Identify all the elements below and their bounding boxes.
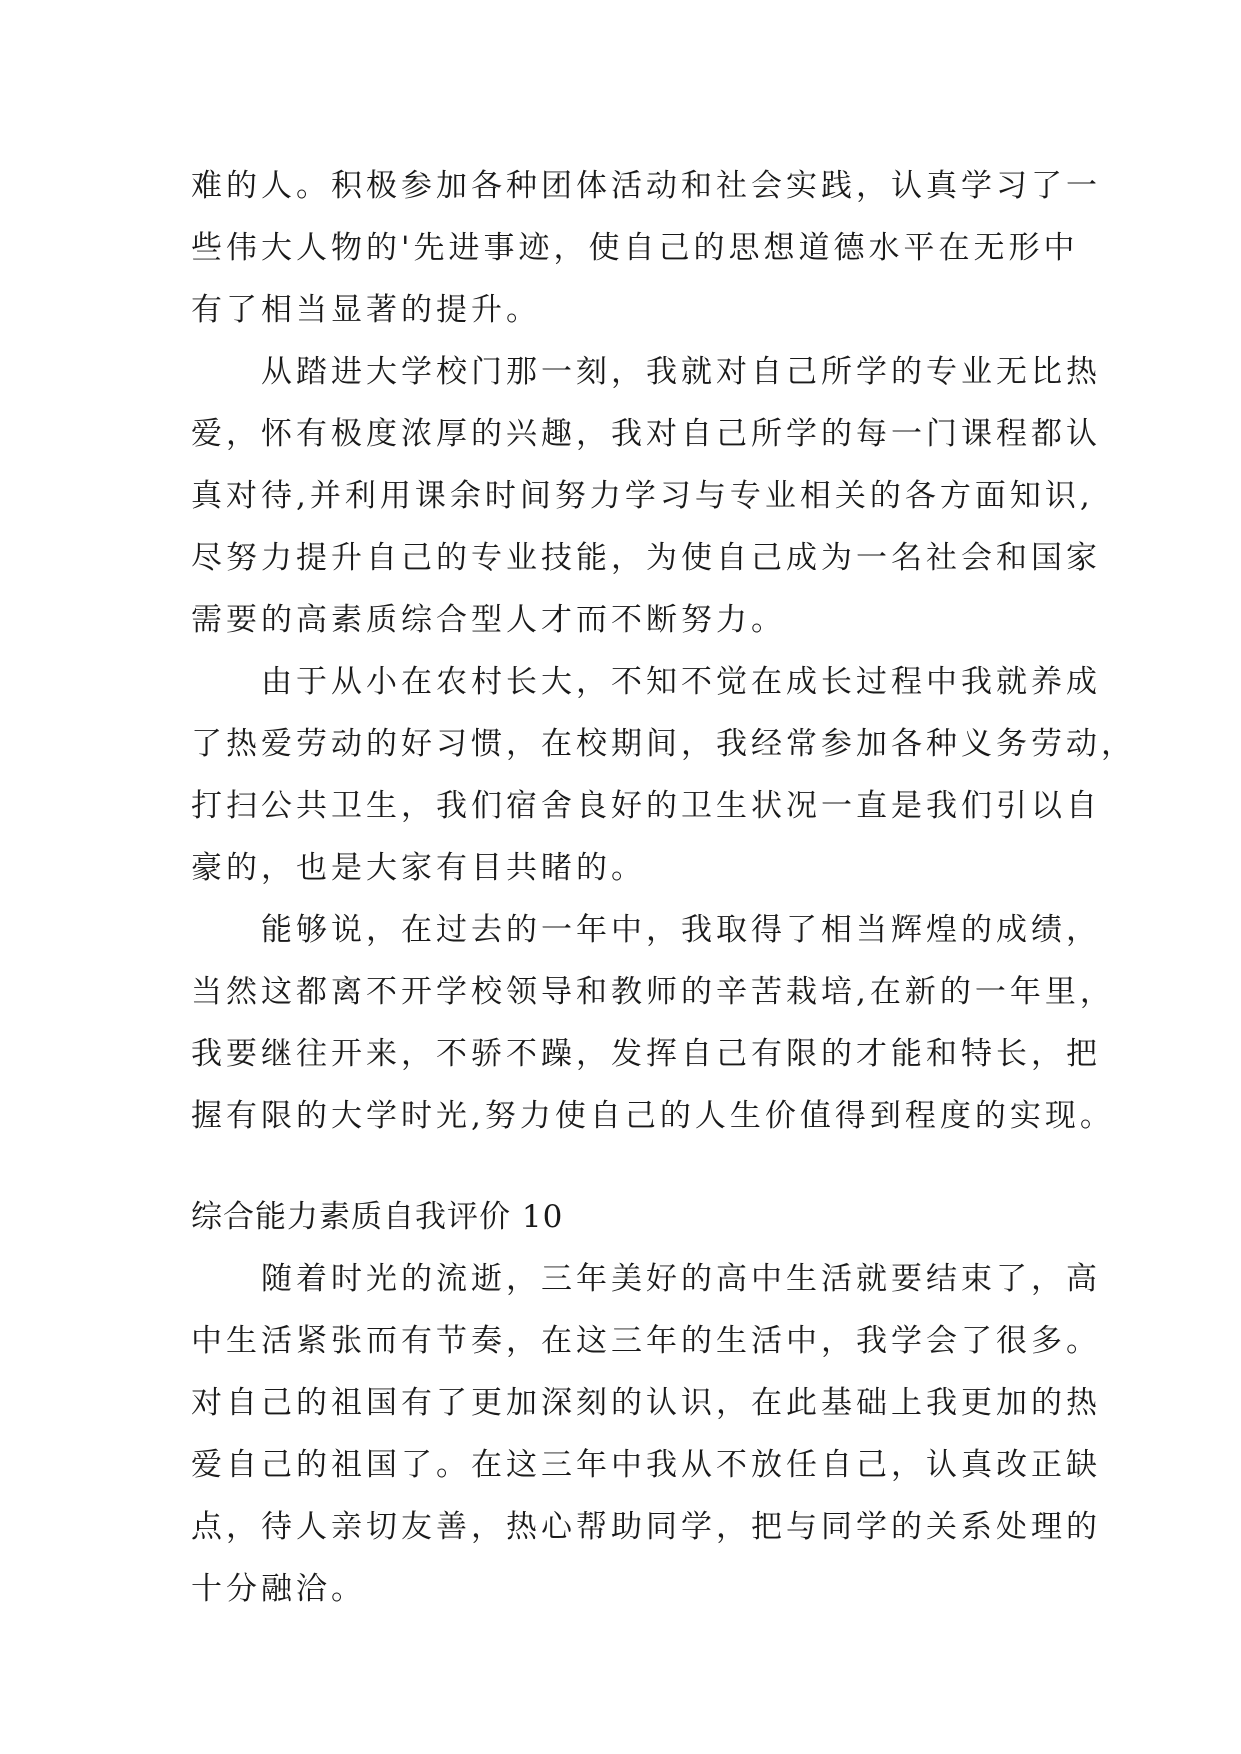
text-line: 十分融洽。: [191, 1571, 366, 1607]
text-line: 能够说，在过去的一年中，我取得了相当辉煌的成绩，: [261, 912, 1101, 948]
section-heading: 综合能力素质自我评价 10: [191, 1199, 564, 1235]
text-line: 需要的高素质综合型人才而不断努力。: [191, 602, 786, 638]
text-line: 了热爱劳动的好习惯，在校期间，我经常参加各种义务劳动，: [191, 726, 1136, 762]
text-line: 当然这都离不开学校领导和教师的辛苦栽培,在新的一年里，: [191, 974, 1115, 1010]
text-line: 从踏进大学校门那一刻，我就对自己所学的专业无比热: [261, 354, 1101, 390]
text-line: 点，待人亲切友善，热心帮助同学，把与同学的关系处理的: [191, 1509, 1101, 1545]
text-line: 爱，怀有极度浓厚的兴趣，我对自己所学的每一门课程都认: [191, 416, 1101, 452]
paragraph-1: [191, 155, 1101, 341]
text-line: 由于从小在农村长大，不知不觉在成长过程中我就养成: [261, 664, 1101, 700]
text-line: 打扫公共卫生，我们宿舍良好的卫生状况一直是我们引以自: [191, 788, 1101, 824]
text-line: 尽努力提升自己的专业技能，为使自己成为一名社会和国家: [191, 540, 1101, 576]
text-line: 些伟大人物的'先进事迹，使自己的思想道德水平在无形中: [191, 230, 1079, 266]
text-line: 握有限的大学时光,努力使自己的人生价值得到程度的实现。: [191, 1098, 1115, 1134]
text-line: 随着时光的流逝，三年美好的高中生活就要结束了，高: [261, 1261, 1101, 1297]
text-line: 中生活紧张而有节奏，在这三年的生活中，我学会了很多。: [191, 1323, 1101, 1359]
text-line: 真对待,并利用课余时间努力学习与专业相关的各方面知识,: [191, 478, 1094, 514]
text-line: 爱自己的祖国了。在这三年中我从不放任自己，认真改正缺: [191, 1447, 1101, 1483]
paragraph-4: [191, 899, 1115, 1147]
paragraph-3: [191, 651, 1136, 899]
text-line: 有了相当显著的提升。: [191, 292, 541, 328]
text-line: 难的人。积极参加各种团体活动和社会实践，认真学习了一: [191, 168, 1101, 204]
text-line: 对自己的祖国有了更加深刻的认识，在此基础上我更加的热: [191, 1385, 1101, 1421]
document-body: [191, 155, 1136, 1620]
text-line: 豪的，也是大家有目共睹的。: [191, 850, 646, 886]
section-paragraph: [191, 1248, 1101, 1620]
text-line: 我要继往开来，不骄不躁，发挥自己有限的才能和特长，把: [191, 1036, 1101, 1072]
paragraph-2: [191, 341, 1101, 651]
